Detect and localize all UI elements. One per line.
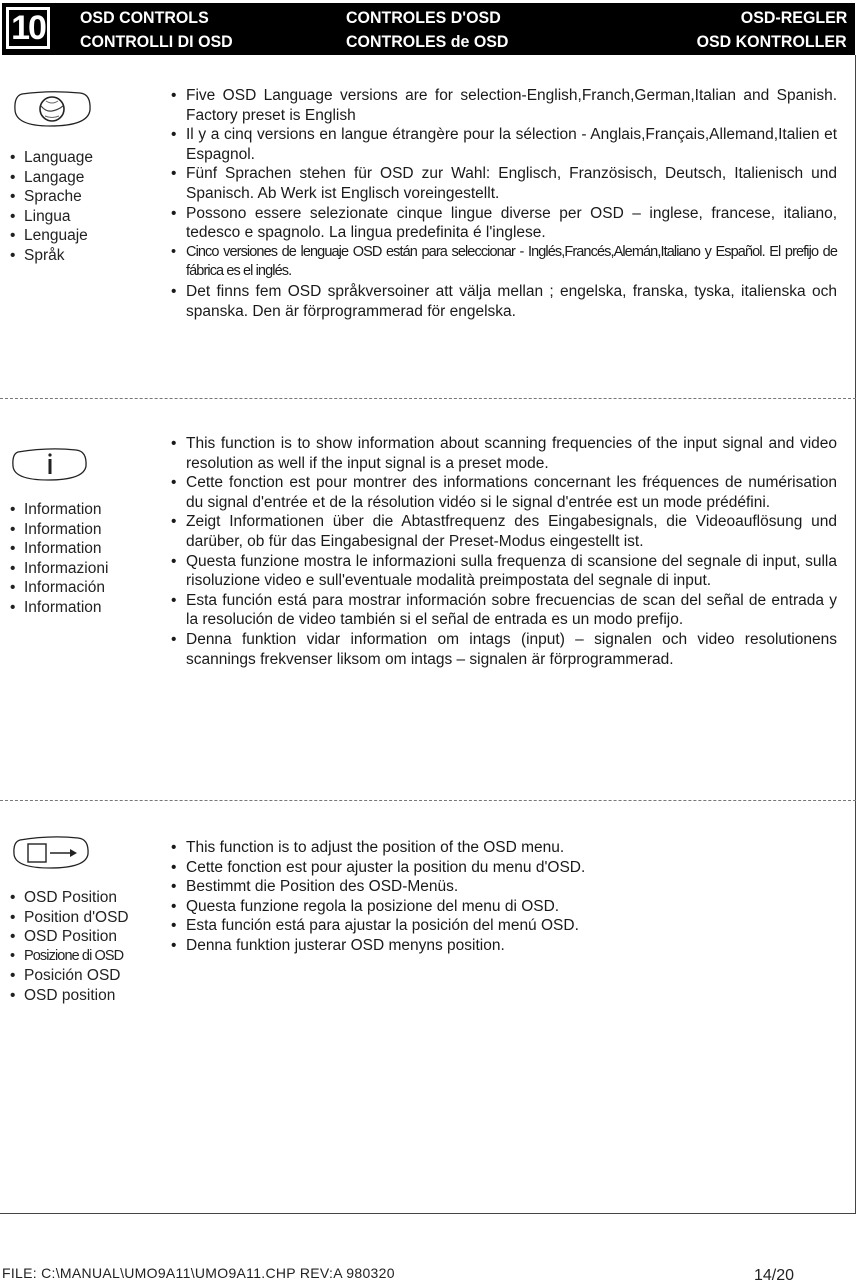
header-title-en: OSD CONTROLS xyxy=(80,8,209,27)
header-title-de: OSD-REGLER xyxy=(740,8,847,27)
label-language-sv: • Språk xyxy=(10,246,93,266)
chapter-number-box: 10 xyxy=(6,7,50,49)
information-paragraph-de: • Zeigt Informationen über die Abtastfrequenz des Eingabesignals, die Videoauflösung und darüber, ob für das Eingabesignal der Preset-Modus eingestellt ist. xyxy=(171,512,837,551)
label-language-it: • Lingua xyxy=(10,207,93,227)
language-description-list xyxy=(171,86,837,321)
label-osd-position-de: • OSD Position xyxy=(10,927,129,947)
language-globe-icon xyxy=(10,88,90,128)
label-information-es: • Información xyxy=(10,578,108,598)
label-osd-position-sv: • OSD position xyxy=(10,986,129,1006)
header-title-sv: OSD KONTROLLER xyxy=(696,32,847,51)
page-header xyxy=(2,3,855,55)
osd-position-icon xyxy=(10,834,90,874)
osd-position-paragraph-sv: • Denna funktion justerar OSD menyns position. xyxy=(171,936,837,956)
header-title-it: CONTROLLI DI OSD xyxy=(80,32,233,51)
information-description-list xyxy=(171,434,837,669)
label-information-fr: • Information xyxy=(10,520,108,540)
label-osd-position-en: • OSD Position xyxy=(10,888,129,908)
section-divider xyxy=(0,398,856,399)
osd-position-paragraph-de: • Bestimmt die Position des OSD-Menüs. xyxy=(171,877,837,897)
language-label-list xyxy=(10,148,93,265)
label-osd-position-it: • Posizione di OSD xyxy=(10,947,129,967)
label-information-it: • Informazioni xyxy=(10,559,108,579)
osd-position-description-list xyxy=(171,838,837,956)
footer-page-number: 14/20 xyxy=(754,1267,795,1284)
label-information-sv: • Information xyxy=(10,598,108,618)
label-language-es: • Lenguaje xyxy=(10,226,93,246)
information-paragraph-es: • Esta función está para mostrar información sobre frecuencias de scan del señal de entrada y la resolución de video también si el señal de entrada es un modo prefijo. xyxy=(171,591,837,630)
label-osd-position-fr: • Position d'OSD xyxy=(10,908,129,928)
footer-file-path: FILE: C:\MANUAL\UMO9A11\UMO9A11.CHP REV:A 980320 xyxy=(2,1265,395,1281)
label-language-fr: • Langage xyxy=(10,168,93,188)
label-information-de: • Information xyxy=(10,539,108,559)
information-label-list xyxy=(10,500,108,617)
label-information-en: • Information xyxy=(10,500,108,520)
osd-position-paragraph-fr: • Cette fonction est pour ajuster la position du menu d'OSD. xyxy=(171,858,837,878)
section-divider xyxy=(0,800,856,801)
header-title-fr: CONTROLES D'OSD xyxy=(346,8,501,27)
language-paragraph-it: • Possono essere selezionate cinque lingue diverse per OSD – inglese, francese, italiano, tedesco e spagnolo. La lingua predefinita é l'inglese. xyxy=(171,204,837,243)
language-paragraph-fr: • Il y a cinq versions en langue étrangère pour la sélection - Anglais,Français,Allemand,Italien et Espagnol. xyxy=(171,125,837,164)
information-paragraph-fr: • Cette fonction est pour montrer des informations concernant les fréquences de numérisation du signal d'entrée et de la résolution vidéo si le signal d'entrée est un mode prédéfini. xyxy=(171,473,837,512)
osd-position-paragraph-es: • Esta función está para ajustar la posición del menú OSD. xyxy=(171,916,837,936)
label-osd-position-es: • Posición OSD xyxy=(10,966,129,986)
language-paragraph-de: • Fünf Sprachen stehen für OSD zur Wahl: Englisch, Französisch, Deutsch, Italienisch und Spanisch. Ab Werk ist Englisch voreingestellt. xyxy=(171,164,837,203)
information-icon xyxy=(10,446,90,486)
osd-position-paragraph-it: • Questa funzione regola la posizione del menu di OSD. xyxy=(171,897,837,917)
osd-position-label-list xyxy=(10,888,129,1005)
information-paragraph-it: • Questa funzione mostra le informazioni sulla frequenza di scansione del segnale di input, sulla risoluzione video e sull'eventuale modalità preimpostata del segnale di input. xyxy=(171,552,837,591)
label-language-de: • Sprache xyxy=(10,187,93,207)
page-bottom-rule xyxy=(0,1213,856,1214)
information-paragraph-sv: • Denna funktion vidar information om intags (input) – signalen och video resolutionens scannings frekvenser liksom om intags – signalen är förprogrammerad. xyxy=(171,630,837,669)
language-paragraph-sv: • Det finns fem OSD språkversoiner att välja mellan ; engelska, franska, tyska, italienska och spanska. Den är förprogrammerad för engelska. xyxy=(171,282,837,321)
page-right-border xyxy=(855,55,856,1213)
information-paragraph-en: • This function is to show information about scanning frequencies of the input signal and video resolution as well if the input signal is a preset mode. xyxy=(171,434,837,473)
language-paragraph-es: • Cinco versiones de lenguaje OSD están para seleccionar - Inglés,Francés,Alemán,Italiano y Español. El prefijo de fábrica es el inglés. xyxy=(171,243,837,282)
header-title-es: CONTROLES de OSD xyxy=(346,32,509,51)
label-language-en: • Language xyxy=(10,148,93,168)
osd-position-paragraph-en: • This function is to adjust the position of the OSD menu. xyxy=(171,838,837,858)
language-paragraph-en: • Five OSD Language versions are for selection-English,Franch,German,Italian and Spanish. Factory preset is English xyxy=(171,86,837,125)
